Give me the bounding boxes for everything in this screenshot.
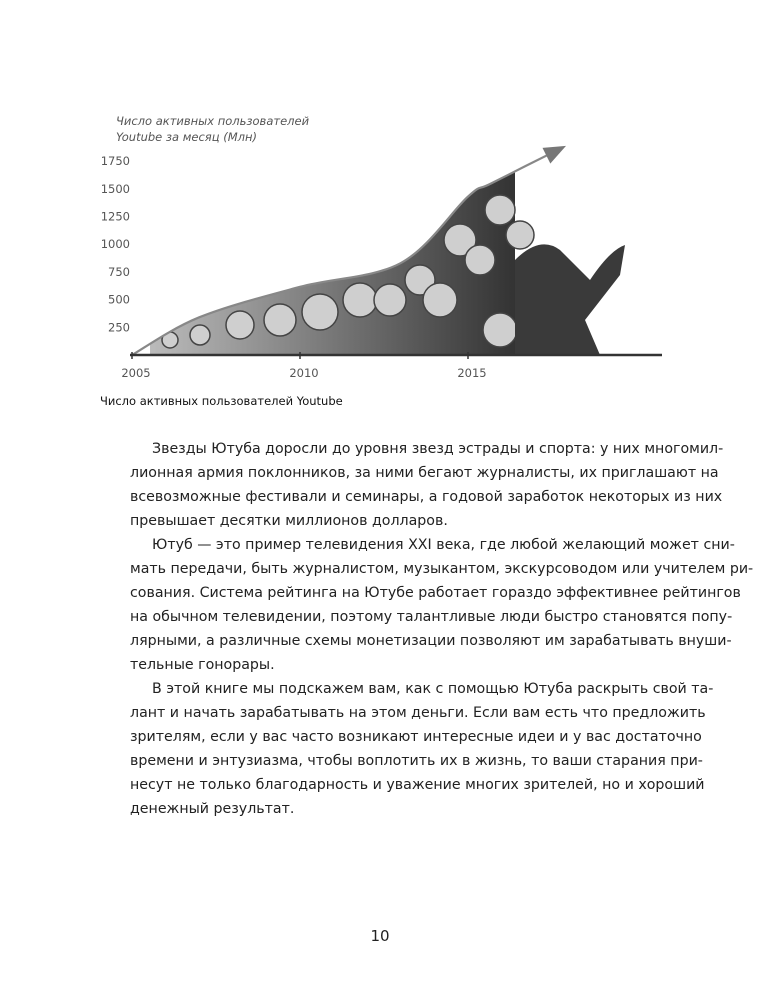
text-line: всевозможные фестивали и семинары, а годовой заработок некоторых из них [130,489,723,505]
text-line: мать передачи, быть журналистом, музыкантом, экскурсоводом или учителем ри- [130,561,754,577]
face-photo [423,283,457,317]
x-tick-label: 2005 [121,366,151,380]
face-photo [483,313,517,347]
y-tick-label: 1250 [100,209,130,224]
text-line: денежный результат. [130,801,295,817]
dancing-figure [515,244,625,355]
page-number: 10 [370,927,390,945]
text-line: лант и начать зарабатывать на этом деньги. Если вам есть что предложить [130,705,706,721]
face-photo [343,283,377,317]
text-line: тельные гонорары. [130,657,275,673]
text-line: Ютуб — это пример телевидения XXI века, где любой желающий может сни- [152,537,735,553]
text-line: превышает десятки миллионов долларов. [130,513,448,529]
text-line: сования. Система рейтинга на Ютубе работает гораздо эффективнее рейтингов [130,585,741,601]
text-line: зрителям, если у вас часто возникают интересные идеи и у вас достаточно [130,729,702,745]
x-tick-label: 2015 [457,366,487,380]
text-line: несут не только благодарность и уважение многих зрителей, но и хороший [130,777,705,793]
face-photo [190,325,210,345]
text-line: В этой книге мы подскажем вам, как с помощью Ютуба раскрыть свой та- [152,681,714,697]
body-text [130,437,754,821]
y-tick-label: 1000 [100,237,130,252]
face-photo [264,304,296,336]
text-line: времени и энтузиазма, чтобы воплотить их в жизнь, то ваши старания при- [130,753,703,769]
text-line: Звезды Ютуба доросли до уровня звезд эстрады и спорта: у них многомил- [152,441,724,457]
y-axis-title-line: Youtube за месяц (Млн) [116,130,257,144]
y-axis-title [116,113,309,145]
text-line: лионная армия поклонников, за ними бегают журналисты, их приглашают на [130,465,719,481]
face-photo [226,311,254,339]
face-photo [374,284,406,316]
users-chart [0,0,760,420]
y-tick-label: 500 [108,292,130,307]
youtuber-photo-collage [150,150,625,355]
face-photo [506,221,534,249]
y-tick-label: 750 [108,264,130,279]
y-axis-title-line: Число активных пользователей [116,114,310,128]
y-tick-label: 1500 [100,181,130,196]
y-tick-label: 1750 [100,154,130,169]
face-photo [302,294,338,330]
face-photo [485,195,515,225]
y-tick-label: 250 [108,320,130,335]
figure-caption: Число активных пользователей Youtube [100,394,343,408]
text-line: на обычном телевидении, поэтому талантливые люди быстро становятся попу- [130,609,733,625]
face-photo [465,245,495,275]
text-line: лярными, а различные схемы монетизации позволяют им зарабатывать внуши- [130,633,732,649]
x-tick-label: 2010 [289,366,319,380]
